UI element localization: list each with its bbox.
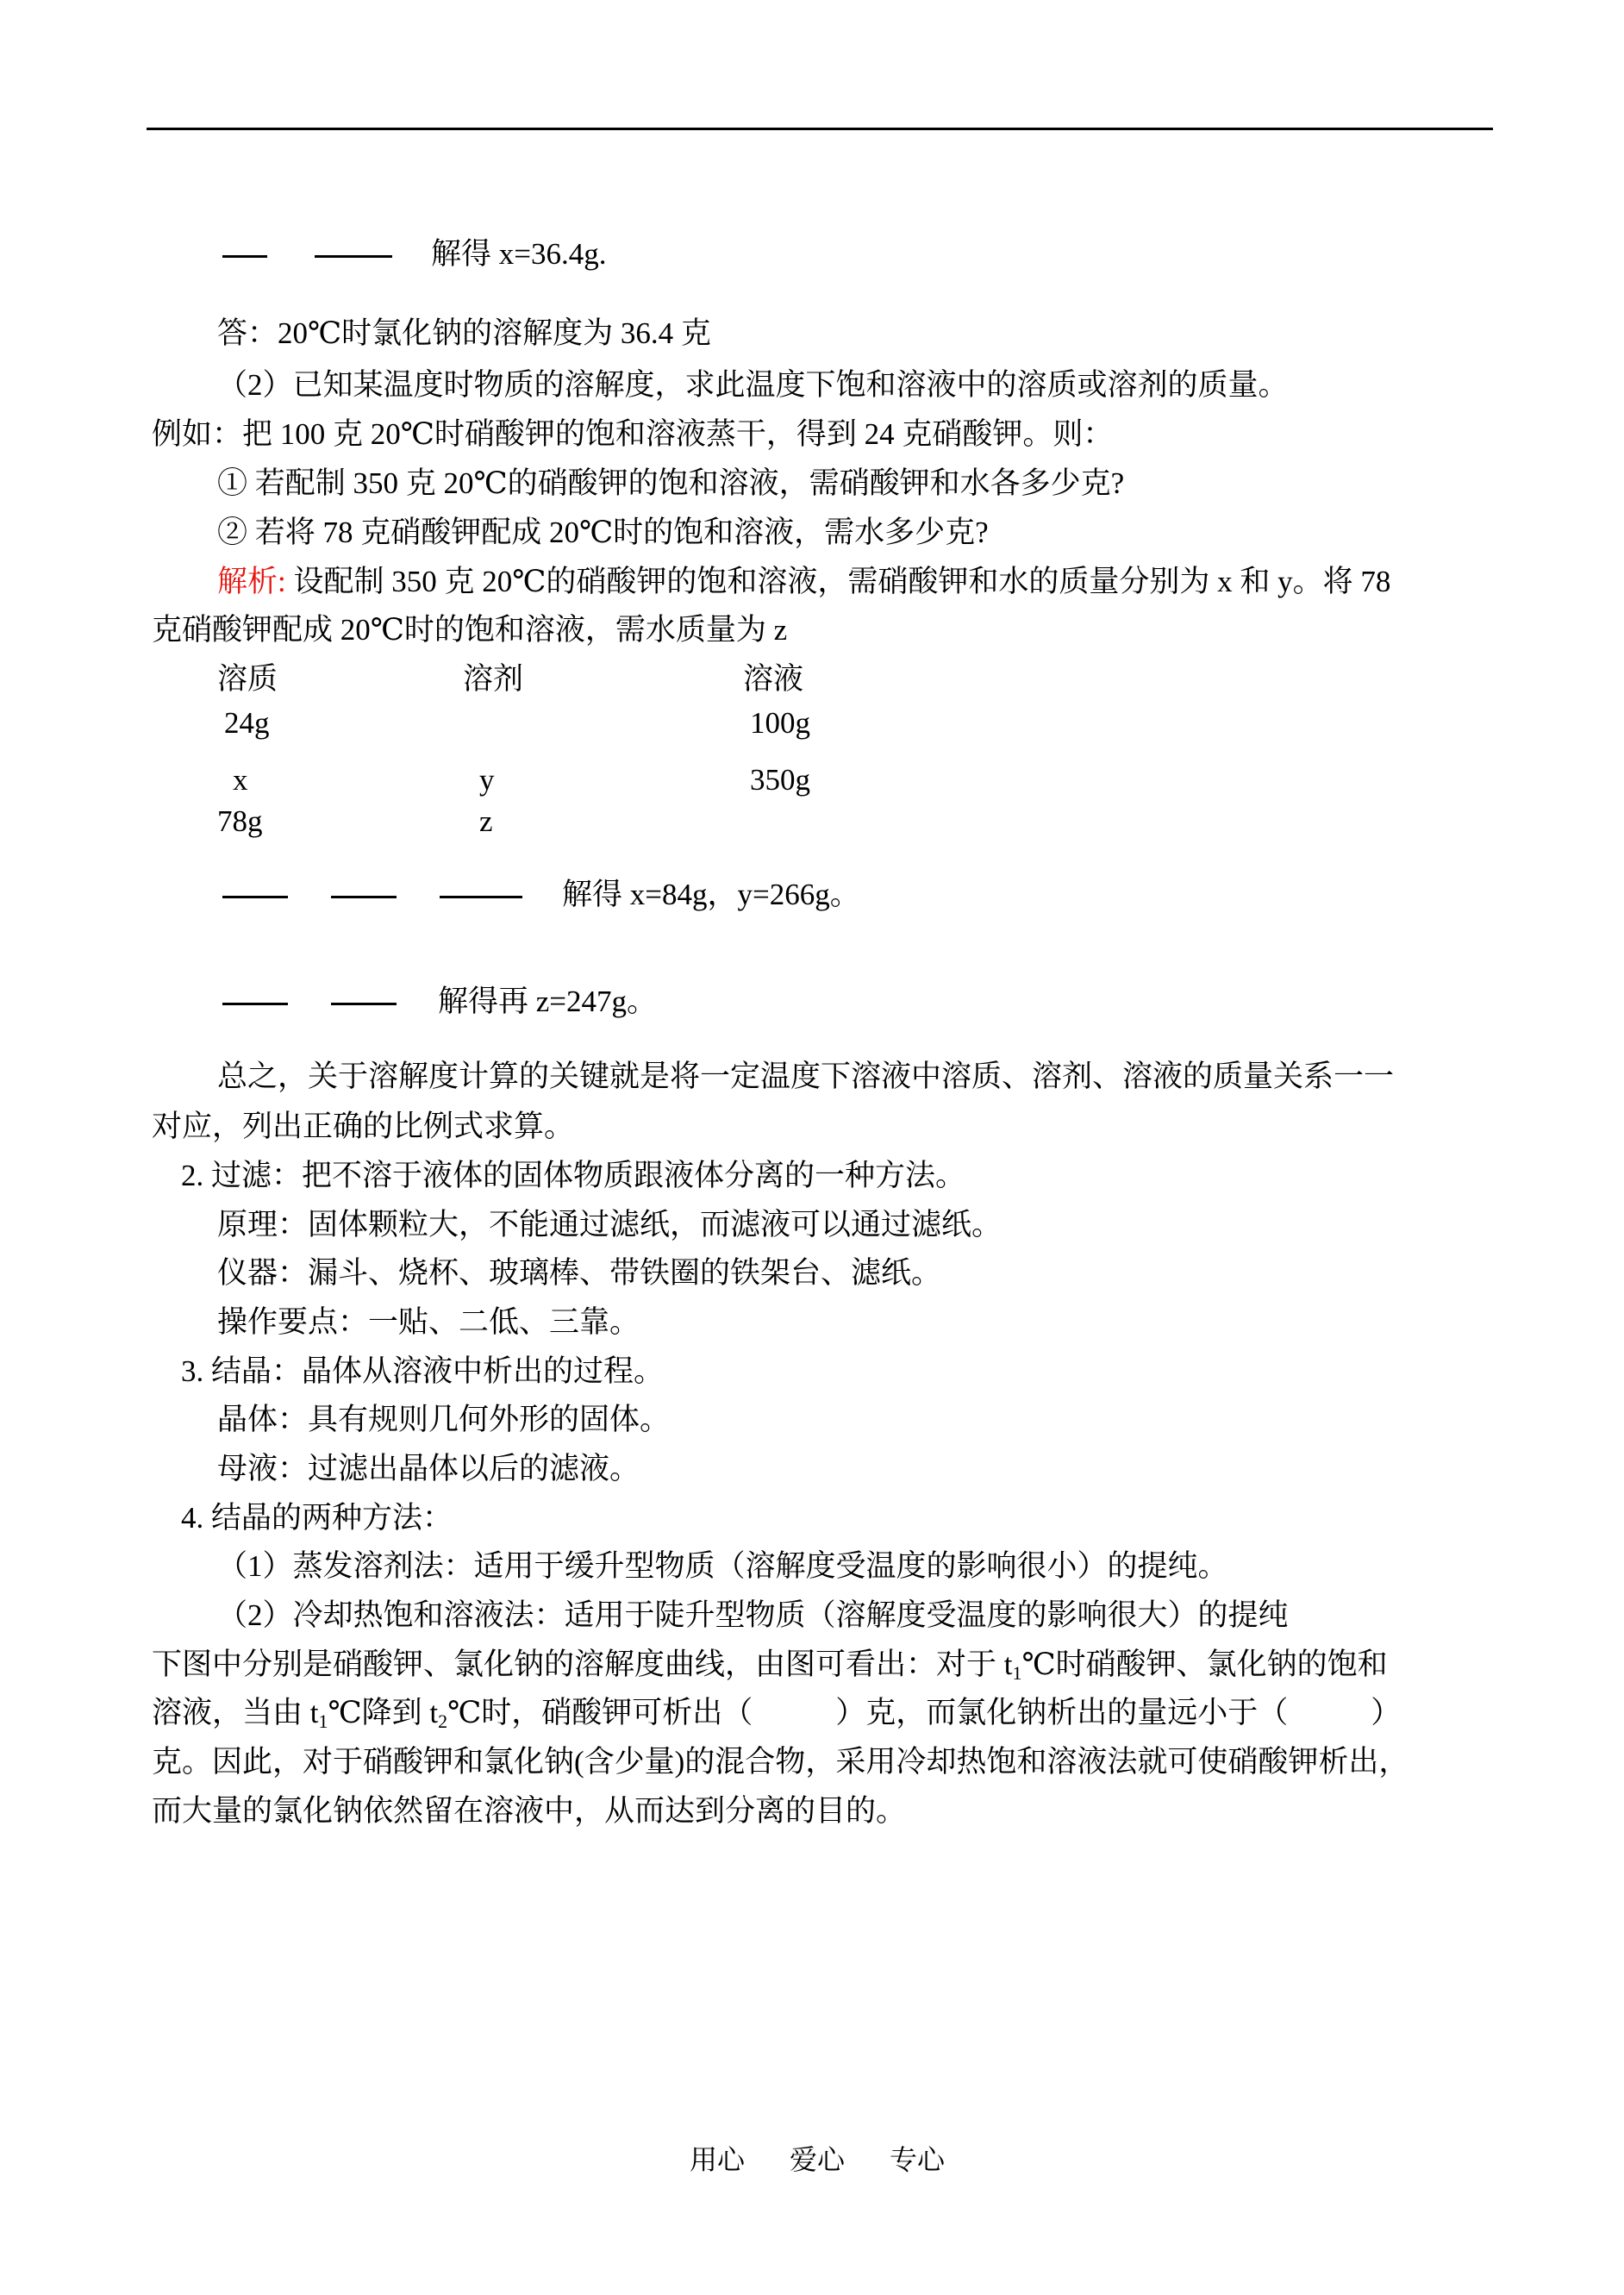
table-cell: 24g: [224, 706, 270, 740]
mother-liquor-definition: 母液：过滤出晶体以后的滤液。: [217, 1452, 640, 1485]
filter-principle: 原理：固体颗粒大，不能通过滤纸，而滤液可以通过滤纸。: [217, 1208, 1003, 1241]
table-cell: 100g: [750, 706, 810, 740]
footer-text: 爱心: [790, 2144, 846, 2175]
fraction-bar: [331, 896, 397, 898]
fraction-bar: [222, 255, 267, 258]
crystallization-title: 3. 结晶：晶体从溶液中析出的过程。: [181, 1354, 665, 1388]
table-header: 溶质: [217, 662, 278, 696]
paragraph-line-2: 溶液，当由 $t_1℃$降到 $t_2℃$时，硝酸钾可析出（ ）克，而氯化钠析出的量远小于（ ）: [152, 1696, 1402, 1732]
question-2: ② 若将 78 克硝酸钾配成 20℃时的饱和溶液，需水多少克?: [217, 516, 989, 549]
analysis-line-1: [217, 564, 1390, 600]
solution-result: 解得 x=36.4g.: [431, 237, 607, 271]
fraction-bar: [331, 1003, 397, 1005]
paragraph-line-4: 而大量的氯化钠依然留在溶液中，从而达到分离的目的。: [152, 1794, 907, 1828]
table-cell: x: [233, 763, 248, 797]
answer-text: 答：20℃时氯化钠的溶解度为 36.4 克: [217, 316, 711, 350]
section-title: （2）已知某温度时物质的溶解度，求此温度下饱和溶液中的溶质或溶剂的质量。: [217, 368, 1289, 402]
footer-text: 专心: [890, 2144, 946, 2175]
table-cell: 350g: [750, 763, 810, 797]
example-text: 例如：把 100 克 20℃时硝酸钾的饱和溶液蒸干，得到 24 克硝酸钾。则：: [152, 417, 1114, 451]
paragraph-line-1: 下图中分别是硝酸钾、氯化钠的溶解度曲线，由图可看出：对于 $t_1℃$时硝酸钾、氯化钠的饱和: [152, 1648, 1388, 1684]
paragraph-line-3: 克。因此，对于硝酸钾和氯化钠(含少量)的混合物，采用冷却热饱和溶液法就可使硝酸钾析出，: [152, 1745, 1409, 1779]
table-header: 溶液: [743, 662, 804, 696]
fraction-bar: [440, 896, 522, 898]
filter-title: 2. 过滤：把不溶于液体的固体物质跟液体分离的一种方法。: [181, 1159, 966, 1192]
methods-title: 4. 结晶的两种方法：: [181, 1501, 453, 1535]
analysis-line-2: 克硝酸钾配成 20℃时的饱和溶液，需水质量为 z: [152, 613, 788, 647]
analysis-label: 解析:: [217, 565, 286, 598]
fraction-bar: [315, 255, 392, 258]
question-1: ① 若配制 350 克 20℃的硝酸钾的饱和溶液，需硝酸钾和水各多少克?: [217, 466, 1125, 500]
footer-text: 用心: [690, 2144, 746, 2175]
table-cell: z: [479, 804, 493, 838]
method-1: （1）蒸发溶剂法：适用于缓升型物质（溶解度受温度的影响很小）的提纯。: [217, 1549, 1228, 1583]
table-cell: 78g: [217, 804, 263, 838]
table-header: 溶剂: [463, 662, 524, 696]
summary-line-1: 总之，关于溶解度计算的关键就是将一定温度下溶液中溶质、溶剂、溶液的质量关系一一: [217, 1060, 1395, 1093]
analysis-text: 设配制 350 克 20℃的硝酸钾的饱和溶液，需硝酸钾和水的质量分别为 x 和 y。将 78: [285, 565, 1391, 598]
header-rule: [147, 128, 1493, 130]
filter-key-points: 操作要点：一贴、二低、三靠。: [217, 1305, 640, 1339]
filter-instruments: 仪器：漏斗、烧杯、玻璃棒、带铁圈的铁架台、滤纸。: [217, 1256, 942, 1290]
fraction-bar: [222, 1003, 288, 1005]
fraction-bar: [222, 896, 288, 898]
method-2: （2）冷却热饱和溶液法：适用于陡升型物质（溶解度受温度的影响很大）的提纯: [217, 1598, 1289, 1632]
table-cell: y: [479, 763, 495, 797]
solution-result: 解得 x=84g，y=266g。: [562, 878, 860, 911]
crystal-definition: 晶体：具有规则几何外形的固体。: [217, 1403, 671, 1436]
summary-line-2: 对应，列出正确的比例式求算。: [152, 1110, 575, 1143]
solution-result: 解得再 z=247g。: [438, 985, 658, 1018]
